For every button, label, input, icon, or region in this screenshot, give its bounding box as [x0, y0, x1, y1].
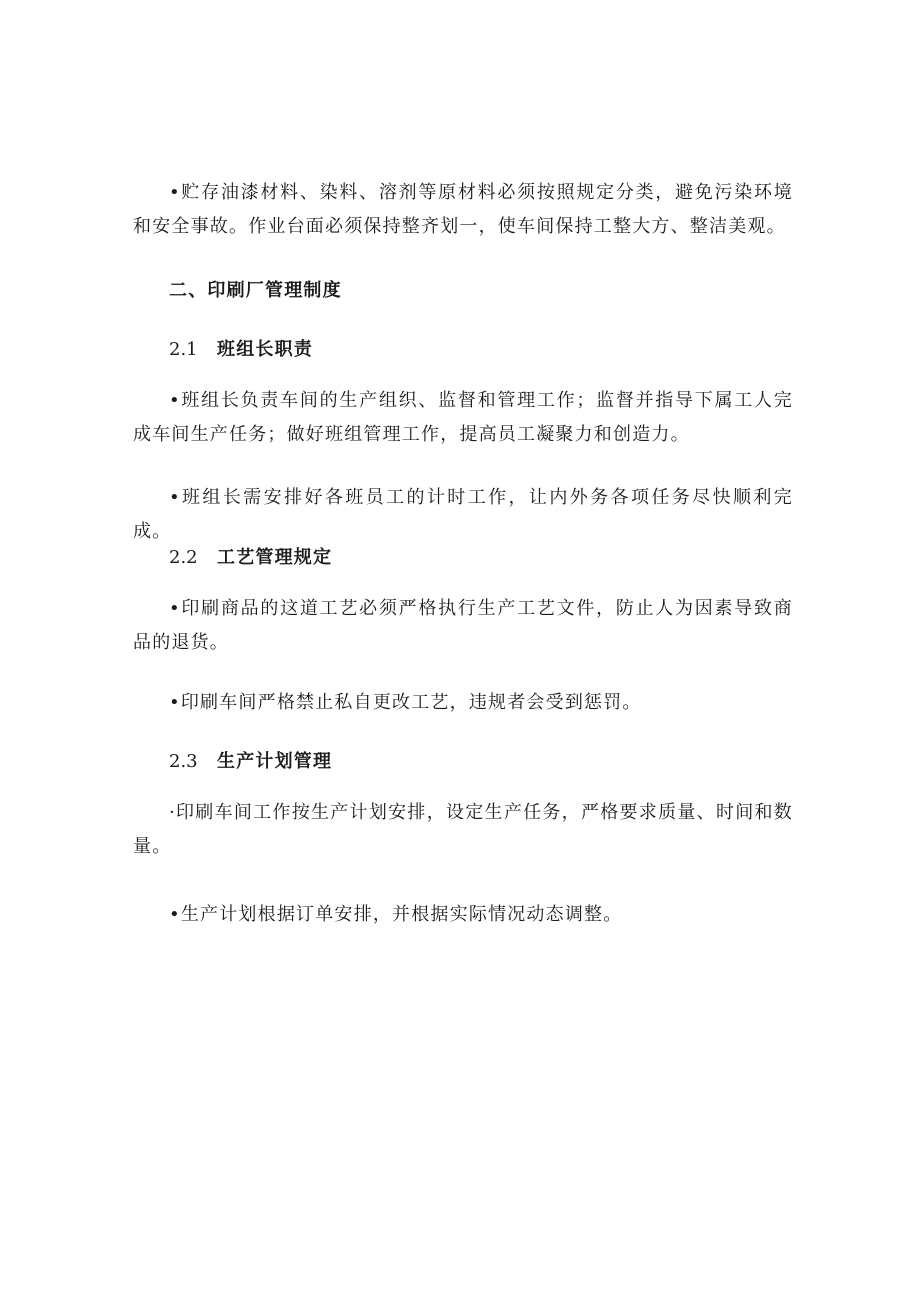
paragraph-production-plan-arrangement: ·印刷车间工作按生产计划安排，设定生产任务，严格要求质量、时间和数量。	[133, 802, 793, 857]
paragraph-process-execution: •印刷商品的这道工艺必须严格执行生产工艺文件，防止人为因素导致商品的退货。	[133, 598, 793, 653]
paragraph-team-leader-scheduling: •班组长需安排好各班员工的计时工作，让内外务各项任务尽快顺利完成。	[133, 487, 793, 542]
section-heading: 二、印刷厂管理制度	[169, 280, 342, 301]
subsection-heading-2-3	[169, 745, 332, 779]
paragraph-material-storage: •贮存油漆材料、染料、溶剂等原材料必须按照规定分类，避免污染环境和安全事故。作业台面必须保持整齐划一，使车间保持工整大方、整洁美观。	[133, 182, 793, 237]
subsection-number: 2.1	[169, 339, 198, 360]
subsection-number: 2.3	[169, 751, 198, 772]
subsection-title: 工艺管理规定	[217, 547, 333, 568]
subsection-title: 生产计划管理	[217, 751, 333, 772]
subsection-title: 班组长职责	[217, 339, 313, 360]
paragraph-production-plan-adjustment: •生产计划根据订单安排，并根据实际情况动态调整。	[169, 904, 623, 925]
paragraph-team-leader-duties: •班组长负责车间的生产组织、监督和管理工作；监督并指导下属工人完成车间生产任务；做好班组管理工作，提高员工凝聚力和创造力。	[133, 390, 793, 445]
subsection-number: 2.2	[169, 547, 198, 568]
paragraph-process-change-ban: •印刷车间严格禁止私自更改工艺，违规者会受到惩罚。	[169, 692, 642, 713]
subsection-heading-2-2	[169, 541, 332, 575]
subsection-heading-2-1	[169, 333, 313, 367]
